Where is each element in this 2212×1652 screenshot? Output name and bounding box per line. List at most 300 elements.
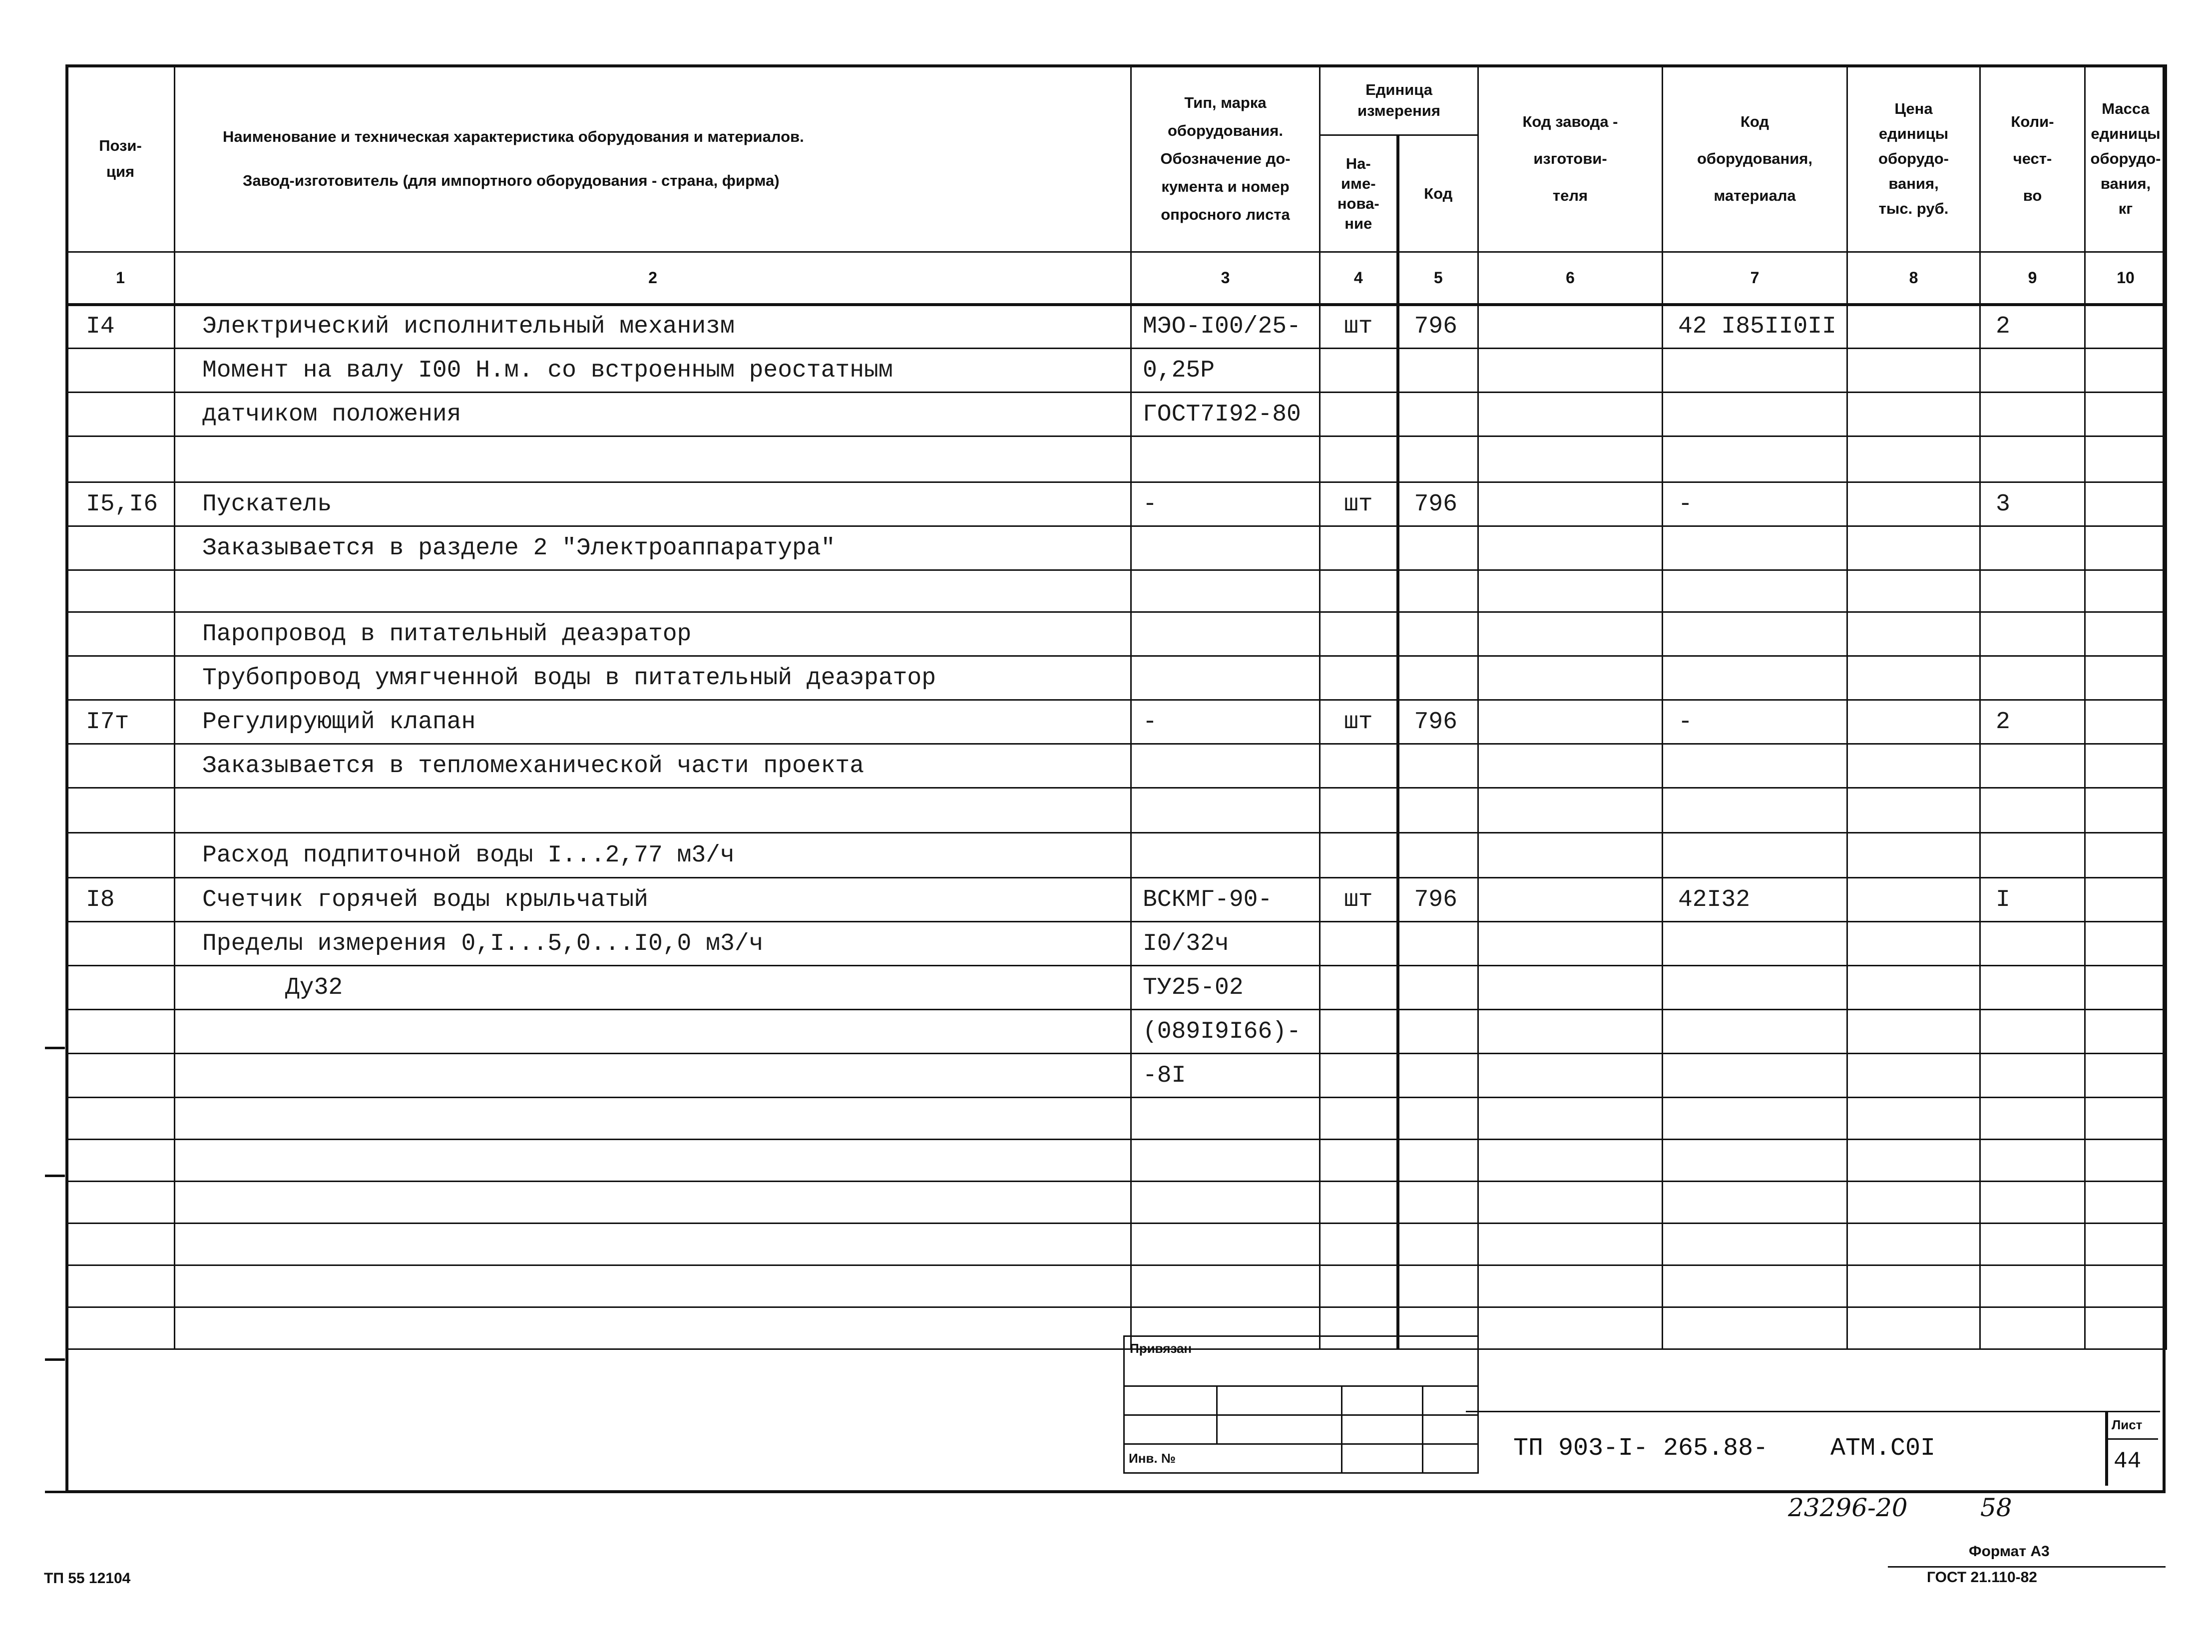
quantity-cell <box>1980 1182 2085 1224</box>
table-row <box>66 833 2167 878</box>
unit-name-cell <box>1320 349 1398 393</box>
price-cell <box>1847 1307 1980 1349</box>
col-number: 8 <box>1847 252 1980 305</box>
mfr-code-cell <box>1478 1010 1663 1054</box>
header-unit-group: Единица измерения <box>1320 65 1478 135</box>
table-row <box>66 878 2167 922</box>
price-cell <box>1847 570 1980 612</box>
unit-code-cell <box>1398 1265 1478 1307</box>
name-cell: Паропровод в питательный деаэратор <box>175 612 1131 656</box>
attached-label: Привязан <box>1124 1336 1478 1386</box>
unit-name-cell: шт <box>1320 305 1398 349</box>
mfr-code-cell <box>1478 1307 1663 1349</box>
price-cell <box>1847 1224 1980 1265</box>
mass-cell <box>2085 526 2167 570</box>
price-cell <box>1847 922 1980 966</box>
unit-code-cell <box>1398 966 1478 1010</box>
price-cell <box>1847 744 1980 788</box>
unit-name-cell <box>1320 788 1398 833</box>
mass-cell <box>2085 656 2167 700</box>
quantity-cell <box>1980 966 2085 1010</box>
unit-code-cell <box>1398 570 1478 612</box>
quantity-cell: I <box>1980 878 2085 922</box>
position-cell <box>66 436 175 482</box>
table-row <box>66 349 2167 393</box>
name-cell <box>175 1010 1131 1054</box>
unit-code-cell <box>1398 1054 1478 1098</box>
type-cell <box>1131 656 1320 700</box>
type-cell <box>1131 833 1320 878</box>
equip-code-cell: 42I32 <box>1663 878 1847 922</box>
unit-code-cell <box>1398 612 1478 656</box>
name-cell: Электрический исполнительный механизм <box>175 305 1131 349</box>
unit-code-cell <box>1398 922 1478 966</box>
col-number: 4 <box>1320 252 1398 305</box>
name-cell <box>175 570 1131 612</box>
position-cell <box>66 570 175 612</box>
quantity-cell <box>1980 526 2085 570</box>
equip-code-cell: 42 I85II0II <box>1663 305 1847 349</box>
type-cell: (089I9I66)- <box>1131 1010 1320 1054</box>
name-cell <box>175 1054 1131 1098</box>
quantity-cell <box>1980 436 2085 482</box>
equip-code-cell <box>1663 1182 1847 1224</box>
unit-code-cell <box>1398 1140 1478 1182</box>
unit-name-cell <box>1320 612 1398 656</box>
mfr-code-cell <box>1478 788 1663 833</box>
equip-code-cell <box>1663 744 1847 788</box>
handwritten-number: 23296-20 <box>1788 1493 1908 1522</box>
quantity-cell <box>1980 1010 2085 1054</box>
quantity-cell <box>1980 612 2085 656</box>
mfr-code-cell <box>1478 1054 1663 1098</box>
mfr-code-cell <box>1478 1182 1663 1224</box>
type-cell: - <box>1131 482 1320 526</box>
mfr-code-cell <box>1478 526 1663 570</box>
unit-name-cell <box>1320 833 1398 878</box>
unit-code-cell: 796 <box>1398 878 1478 922</box>
unit-name-cell <box>1320 393 1398 436</box>
equip-code-cell <box>1663 922 1847 966</box>
type-cell <box>1131 612 1320 656</box>
name-cell: Счетчик горячей воды крыльчатый <box>175 878 1131 922</box>
binding-mark <box>45 1358 65 1361</box>
mass-cell <box>2085 1224 2167 1265</box>
position-cell <box>66 1010 175 1054</box>
mass-cell <box>2085 1182 2167 1224</box>
table-row <box>66 1224 2167 1265</box>
table-row <box>66 482 2167 526</box>
quantity-cell <box>1980 656 2085 700</box>
type-cell <box>1131 526 1320 570</box>
mfr-code-cell <box>1478 922 1663 966</box>
header-equip-code: Код оборудования, материала <box>1663 65 1847 252</box>
album-code: ТП 55 12104 <box>44 1570 131 1587</box>
unit-code-cell <box>1398 833 1478 878</box>
position-cell: I8 <box>66 878 175 922</box>
mass-cell <box>2085 1010 2167 1054</box>
mass-cell <box>2085 570 2167 612</box>
equip-code-cell: - <box>1663 482 1847 526</box>
type-cell <box>1131 1098 1320 1140</box>
equip-code-cell <box>1663 966 1847 1010</box>
table-row <box>66 1307 2167 1349</box>
unit-name-cell <box>1320 1010 1398 1054</box>
position-cell <box>66 656 175 700</box>
quantity-cell <box>1980 1054 2085 1098</box>
equip-code-cell <box>1663 788 1847 833</box>
header-type: Тип, марка оборудования. Обозначение до- кумента и номер опросного листа <box>1131 65 1320 252</box>
position-cell <box>66 1265 175 1307</box>
unit-name-cell <box>1320 744 1398 788</box>
table-row <box>66 1140 2167 1182</box>
position-cell <box>66 788 175 833</box>
header-unit-name: На- име- нова- ние <box>1320 135 1398 252</box>
mass-cell <box>2085 436 2167 482</box>
price-cell <box>1847 1054 1980 1098</box>
table-row <box>66 966 2167 1010</box>
unit-name-cell <box>1320 1265 1398 1307</box>
equip-code-cell <box>1663 570 1847 612</box>
equip-code-cell <box>1663 1224 1847 1265</box>
name-cell: Пускатель <box>175 482 1131 526</box>
unit-code-cell: 796 <box>1398 700 1478 744</box>
quantity-cell <box>1980 1307 2085 1349</box>
inv-number-label: Инв. № <box>1124 1444 1342 1473</box>
name-cell <box>175 1098 1131 1140</box>
position-cell <box>66 393 175 436</box>
document-suffix: АТМ.С0I <box>1830 1434 1936 1463</box>
name-cell: Регулирующий клапан <box>175 700 1131 744</box>
mass-cell <box>2085 922 2167 966</box>
unit-code-cell <box>1398 1098 1478 1140</box>
quantity-cell <box>1980 922 2085 966</box>
table-row <box>66 393 2167 436</box>
type-cell <box>1131 788 1320 833</box>
mass-cell <box>2085 305 2167 349</box>
mass-cell <box>2085 744 2167 788</box>
unit-code-cell <box>1398 1224 1478 1265</box>
position-cell <box>66 922 175 966</box>
mass-cell <box>2085 966 2167 1010</box>
mass-cell <box>2085 482 2167 526</box>
type-cell: - <box>1131 700 1320 744</box>
document-code: ТП 903-I- 265.88- <box>1513 1434 1769 1463</box>
format-label: Формат А3 <box>1969 1543 2050 1560</box>
unit-code-cell: 796 <box>1398 482 1478 526</box>
header-mfr-code: Код завода - изготови- теля <box>1478 65 1663 252</box>
table-row <box>66 922 2167 966</box>
mfr-code-cell <box>1478 966 1663 1010</box>
col-number: 1 <box>66 252 175 305</box>
col-number: 9 <box>1980 252 2085 305</box>
mass-cell <box>2085 349 2167 393</box>
table-row <box>66 744 2167 788</box>
quantity-cell <box>1980 1265 2085 1307</box>
name-cell: Расход подпиточной воды I...2,77 м3/ч <box>175 833 1131 878</box>
mfr-code-cell <box>1478 878 1663 922</box>
unit-code-cell <box>1398 744 1478 788</box>
mfr-code-cell <box>1478 1098 1663 1140</box>
equip-code-cell <box>1663 349 1847 393</box>
price-cell <box>1847 700 1980 744</box>
col-number: 10 <box>2085 252 2167 305</box>
stamp-block <box>1123 1335 1479 1474</box>
binding-mark <box>45 1175 65 1177</box>
mass-cell <box>2085 833 2167 878</box>
type-cell: -8I <box>1131 1054 1320 1098</box>
equip-code-cell <box>1663 833 1847 878</box>
position-cell <box>66 1054 175 1098</box>
type-cell <box>1131 1224 1320 1265</box>
position-cell <box>66 1098 175 1140</box>
unit-code-cell <box>1398 1182 1478 1224</box>
price-cell <box>1847 1010 1980 1054</box>
price-cell <box>1847 1182 1980 1224</box>
price-cell <box>1847 612 1980 656</box>
table-row <box>66 305 2167 349</box>
name-cell <box>175 788 1131 833</box>
mfr-code-cell <box>1478 482 1663 526</box>
col-number: 2 <box>175 252 1131 305</box>
unit-code-cell <box>1398 656 1478 700</box>
equip-code-cell <box>1663 526 1847 570</box>
name-cell: Заказывается в разделе 2 "Электроаппаратура" <box>175 526 1131 570</box>
price-cell <box>1847 1140 1980 1182</box>
position-cell: I7т <box>66 700 175 744</box>
name-cell <box>175 1182 1131 1224</box>
mfr-code-cell <box>1478 1224 1663 1265</box>
footer-line <box>1888 1566 2166 1568</box>
name-cell <box>175 1140 1131 1182</box>
unit-code-cell <box>1398 393 1478 436</box>
sheet-box-divider <box>2105 1438 2158 1440</box>
col-number: 5 <box>1398 252 1478 305</box>
name-cell: Ду32 <box>175 966 1131 1010</box>
mfr-code-cell <box>1478 656 1663 700</box>
table-row <box>66 1182 2167 1224</box>
name-cell: датчиком положения <box>175 393 1131 436</box>
position-cell <box>66 966 175 1010</box>
type-cell: МЭО-I00/25- <box>1131 305 1320 349</box>
mfr-code-cell <box>1478 436 1663 482</box>
unit-code-cell <box>1398 1010 1478 1054</box>
table-row <box>66 1054 2167 1098</box>
header-quantity: Коли- чест- во <box>1980 65 2085 252</box>
mass-cell <box>2085 1098 2167 1140</box>
header-price: Цена единицы оборудо- вания, тыс. руб. <box>1847 65 1980 252</box>
mass-cell <box>2085 878 2167 922</box>
position-cell <box>66 1140 175 1182</box>
price-cell <box>1847 878 1980 922</box>
equip-code-cell <box>1663 1140 1847 1182</box>
type-cell: ГОСТ7I92-80 <box>1131 393 1320 436</box>
unit-name-cell <box>1320 436 1398 482</box>
mass-cell <box>2085 1054 2167 1098</box>
quantity-cell: 2 <box>1980 700 2085 744</box>
mfr-code-cell <box>1478 1140 1663 1182</box>
position-cell <box>66 1224 175 1265</box>
unit-name-cell <box>1320 922 1398 966</box>
header-position: Пози- ция <box>66 65 175 252</box>
name-cell: Пределы измерения 0,I...5,0...I0,0 м3/ч <box>175 922 1131 966</box>
unit-name-cell: шт <box>1320 700 1398 744</box>
price-cell <box>1847 1098 1980 1140</box>
equip-code-cell <box>1663 656 1847 700</box>
mfr-code-cell <box>1478 612 1663 656</box>
equip-code-cell <box>1663 1010 1847 1054</box>
name-cell: Заказывается в тепломеханической части проекта <box>175 744 1131 788</box>
mass-cell <box>2085 1140 2167 1182</box>
price-cell <box>1847 1265 1980 1307</box>
col-number: 6 <box>1478 252 1663 305</box>
gost-label: ГОСТ 21.110-82 <box>1927 1569 2037 1586</box>
position-cell: I5,I6 <box>66 482 175 526</box>
position-cell <box>66 349 175 393</box>
table-row <box>66 1098 2167 1140</box>
unit-name-cell <box>1320 1224 1398 1265</box>
price-cell <box>1847 833 1980 878</box>
unit-code-cell <box>1398 788 1478 833</box>
quantity-cell <box>1980 1140 2085 1182</box>
unit-name-cell <box>1320 1140 1398 1182</box>
quantity-cell <box>1980 788 2085 833</box>
equip-code-cell <box>1663 1307 1847 1349</box>
handwritten-sheet: 58 <box>1980 1493 2012 1522</box>
mfr-code-cell <box>1478 700 1663 744</box>
table-row <box>66 656 2167 700</box>
equip-code-cell <box>1663 393 1847 436</box>
type-cell <box>1131 744 1320 788</box>
unit-code-cell: 796 <box>1398 305 1478 349</box>
type-cell: I0/32ч <box>1131 922 1320 966</box>
unit-name-cell <box>1320 1098 1398 1140</box>
mfr-code-cell <box>1478 305 1663 349</box>
mass-cell <box>2085 393 2167 436</box>
price-cell <box>1847 349 1980 393</box>
price-cell <box>1847 393 1980 436</box>
mass-cell <box>2085 700 2167 744</box>
unit-code-cell <box>1398 526 1478 570</box>
name-cell <box>175 1265 1131 1307</box>
table-row <box>66 612 2167 656</box>
type-cell: ТУ25-02 <box>1131 966 1320 1010</box>
position-cell <box>66 833 175 878</box>
mass-cell <box>2085 1265 2167 1307</box>
col-number: 3 <box>1131 252 1320 305</box>
position-cell <box>66 1182 175 1224</box>
quantity-cell <box>1980 349 2085 393</box>
unit-name-cell: шт <box>1320 878 1398 922</box>
type-cell: ВСКМГ-90- <box>1131 878 1320 922</box>
header-mass: Масса единицы оборудо- вания, кг <box>2085 65 2167 252</box>
price-cell <box>1847 526 1980 570</box>
price-cell <box>1847 966 1980 1010</box>
binding-mark <box>45 1047 65 1049</box>
type-cell <box>1131 1140 1320 1182</box>
position-cell <box>66 526 175 570</box>
sheet-label: Лист <box>2112 1417 2143 1432</box>
col-number: 7 <box>1663 252 1847 305</box>
table-row <box>66 436 2167 482</box>
mfr-code-cell <box>1478 744 1663 788</box>
unit-name-cell <box>1320 1054 1398 1098</box>
header-name-line1: Наименование и техническая характеристика оборудования и материалов. <box>223 127 804 145</box>
quantity-cell <box>1980 833 2085 878</box>
price-cell <box>1847 788 1980 833</box>
price-cell <box>1847 482 1980 526</box>
table-row <box>66 526 2167 570</box>
price-cell <box>1847 656 1980 700</box>
position-cell <box>66 612 175 656</box>
header-unit-code: Код <box>1398 135 1478 252</box>
name-cell <box>175 1307 1131 1349</box>
mfr-code-cell <box>1478 570 1663 612</box>
position-cell <box>66 744 175 788</box>
equip-code-cell <box>1663 1098 1847 1140</box>
header-name <box>175 65 1131 252</box>
equip-code-cell <box>1663 1054 1847 1098</box>
unit-name-cell <box>1320 570 1398 612</box>
type-cell <box>1131 1265 1320 1307</box>
mass-cell <box>2085 788 2167 833</box>
name-cell <box>175 436 1131 482</box>
unit-name-cell <box>1320 526 1398 570</box>
header-name-line2: Завод-изготовитель (для импортного оборудования - страна, фирма) <box>243 171 780 189</box>
name-cell: Момент на валу I00 Н.м. со встроенным реостатным <box>175 349 1131 393</box>
quantity-cell <box>1980 570 2085 612</box>
specification-table <box>65 64 2167 1350</box>
table-row <box>66 788 2167 833</box>
type-cell <box>1131 570 1320 612</box>
quantity-cell: 3 <box>1980 482 2085 526</box>
table-row <box>66 1010 2167 1054</box>
unit-name-cell <box>1320 966 1398 1010</box>
stamp-divider <box>1466 1411 2160 1412</box>
unit-code-cell <box>1398 349 1478 393</box>
equip-code-cell <box>1663 436 1847 482</box>
name-cell: Трубопровод умягченной воды в питательный деаэратор <box>175 656 1131 700</box>
quantity-cell <box>1980 744 2085 788</box>
type-cell: 0,25Р <box>1131 349 1320 393</box>
mfr-code-cell <box>1478 393 1663 436</box>
unit-name-cell <box>1320 656 1398 700</box>
quantity-cell <box>1980 393 2085 436</box>
unit-name-cell: шт <box>1320 482 1398 526</box>
sheet-number: 44 <box>2114 1448 2142 1474</box>
table-row <box>66 1265 2167 1307</box>
position-cell: I4 <box>66 305 175 349</box>
mfr-code-cell <box>1478 1265 1663 1307</box>
mass-cell <box>2085 612 2167 656</box>
quantity-cell <box>1980 1098 2085 1140</box>
quantity-cell <box>1980 1224 2085 1265</box>
equip-code-cell <box>1663 1265 1847 1307</box>
table-row <box>66 700 2167 744</box>
equip-code-cell <box>1663 612 1847 656</box>
price-cell <box>1847 305 1980 349</box>
table-row <box>66 570 2167 612</box>
quantity-cell: 2 <box>1980 305 2085 349</box>
unit-code-cell <box>1398 436 1478 482</box>
price-cell <box>1847 436 1980 482</box>
type-cell <box>1131 436 1320 482</box>
mass-cell <box>2085 1307 2167 1349</box>
mfr-code-cell <box>1478 833 1663 878</box>
type-cell <box>1131 1182 1320 1224</box>
name-cell <box>175 1224 1131 1265</box>
equip-code-cell: - <box>1663 700 1847 744</box>
